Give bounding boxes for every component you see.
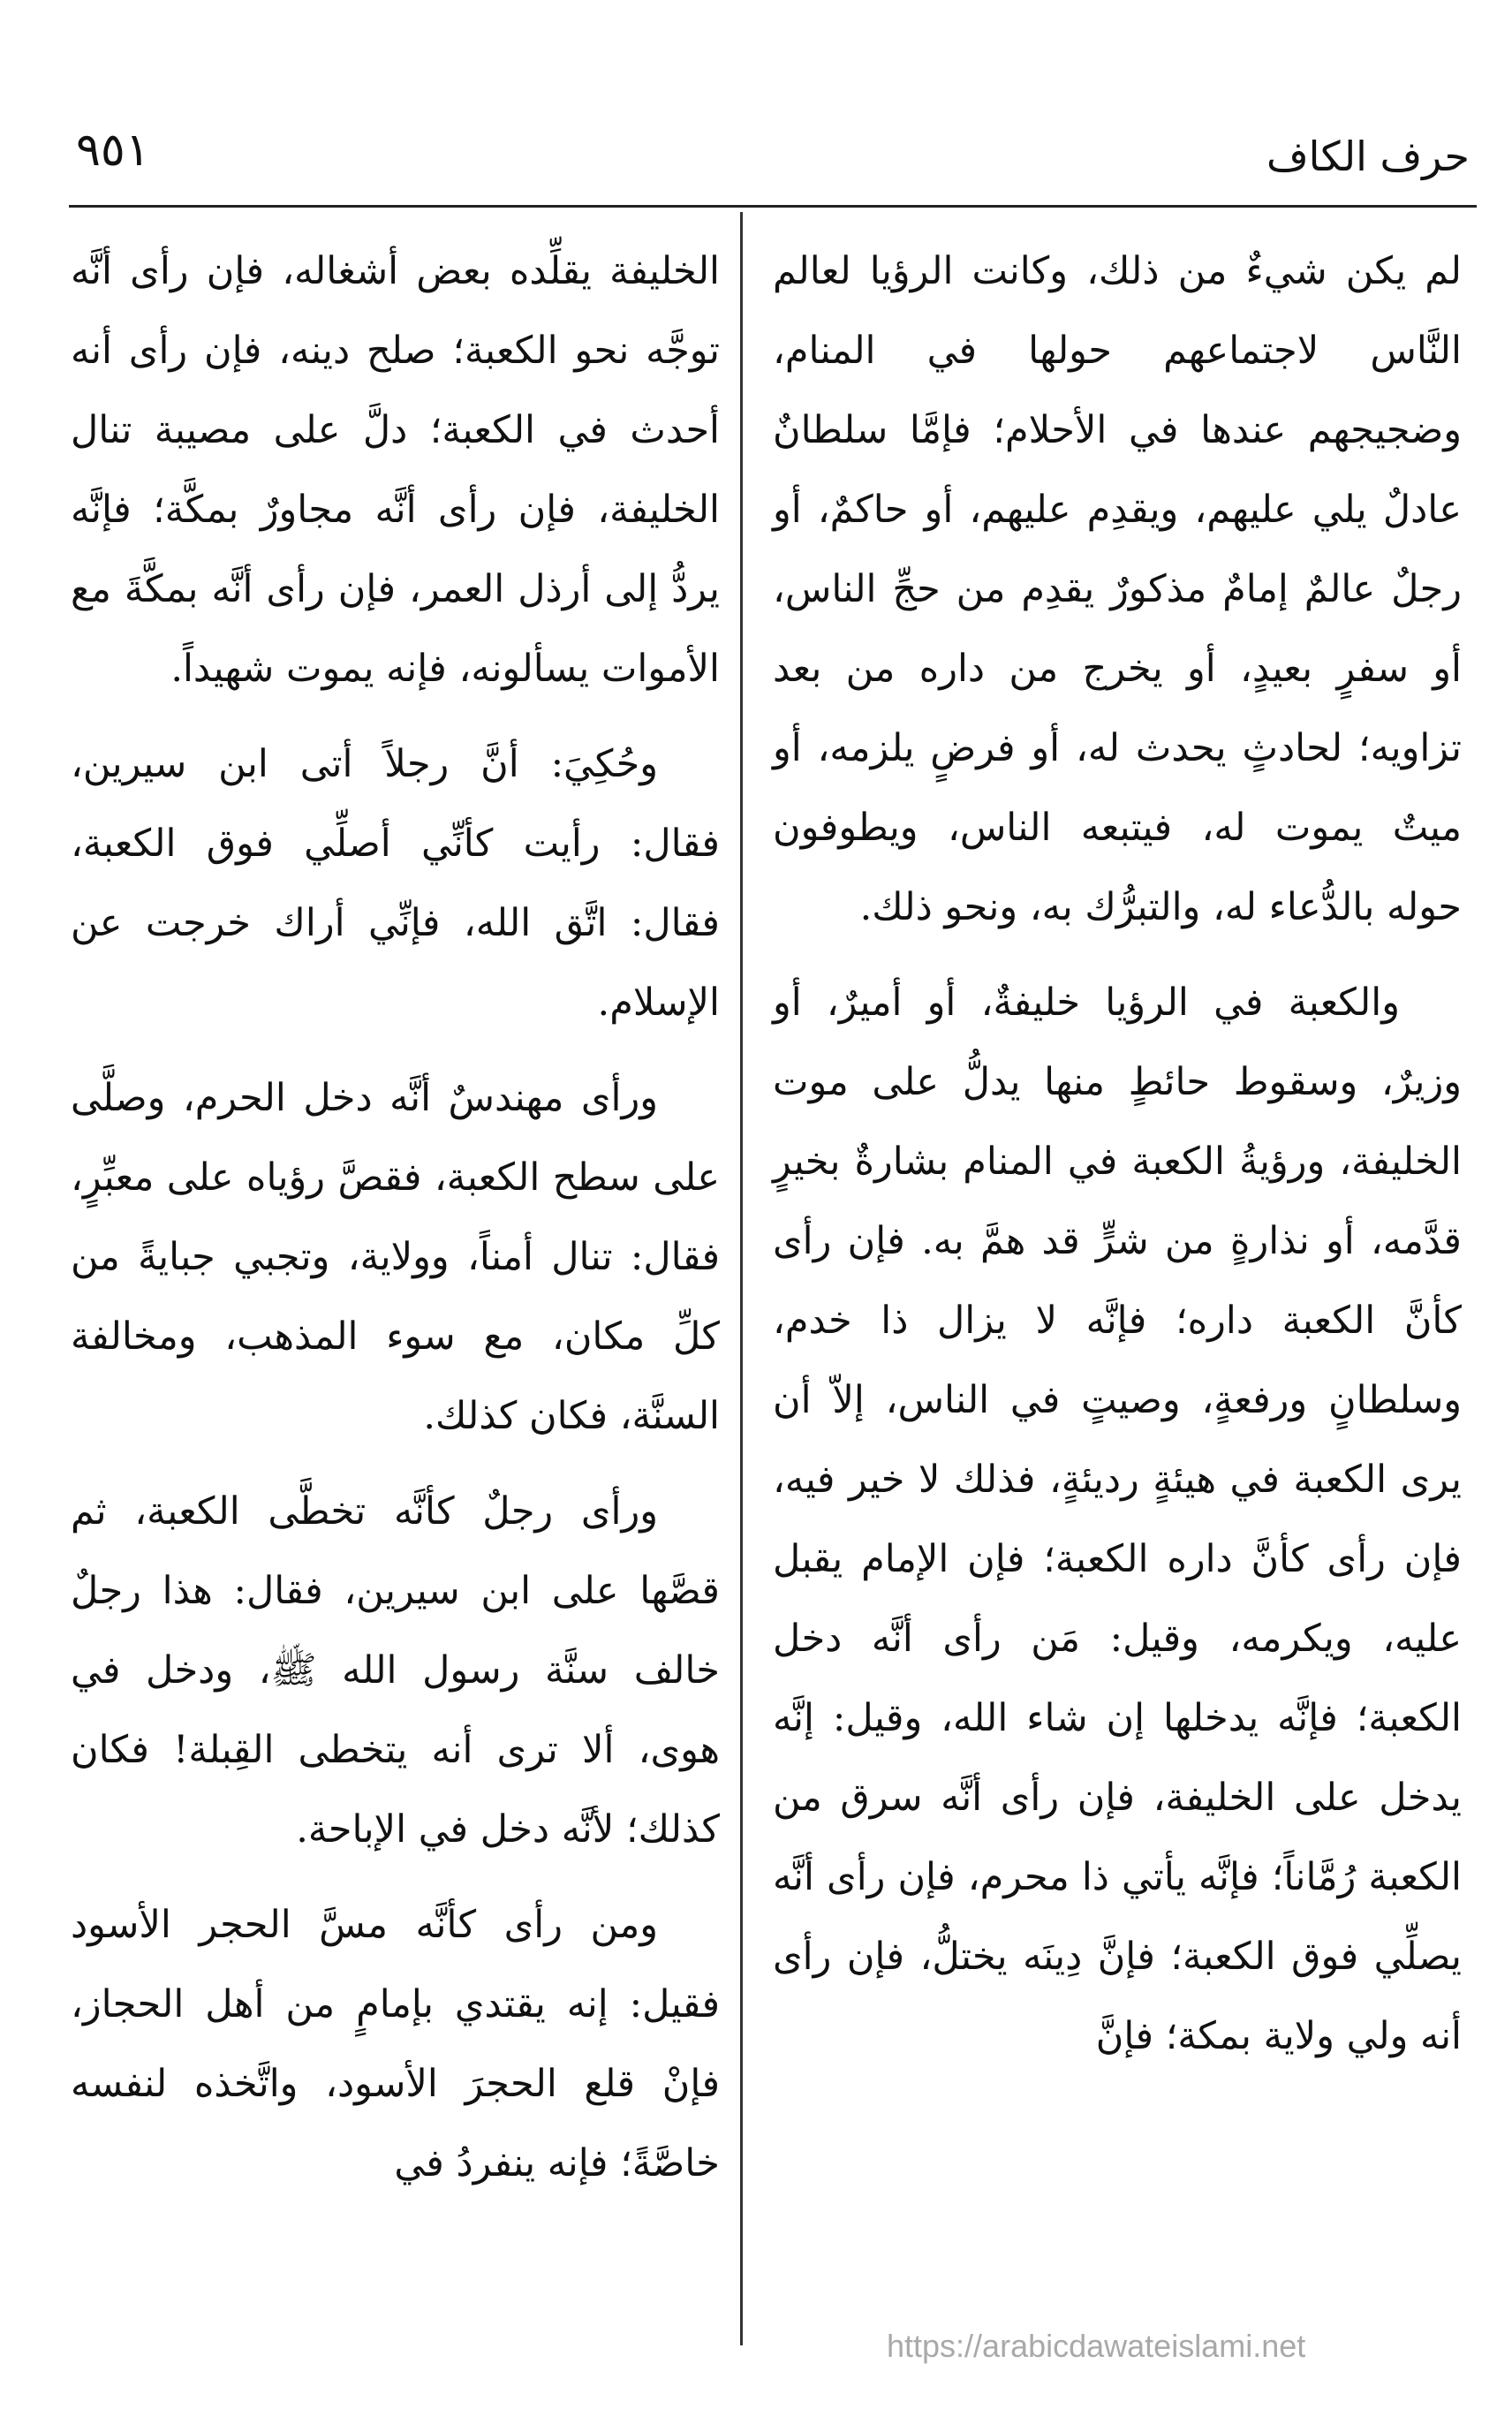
paragraph: ورأى مهندسٌ أنَّه دخل الحرم، وصلَّى على سطح الكعبة، فقصَّ رؤياه على معبِّرٍ، فقال: تنال أمناً، وولاية، وتجبي جبايةً من كلِّ مكان، مع سوء المذهب، ومخالفة السنَّة، فكان كذلك. <box>71 1076 720 1438</box>
running-header-title: حرف الكاف <box>1266 133 1470 180</box>
page-number: ٩٥١ <box>76 124 150 177</box>
watermark-url: https://arabicdawateislami.net <box>887 2328 1306 2364</box>
paragraph: ومن رأى كأنَّه مسَّ الحجر الأسود فقيل: إنه يقتدي بإمامٍ من أهل الحجاز، فإنْ قلع الحجرَ الأسود، واتَّخذه لنفسه خاصَّةً؛ فإنه ينفردُ في <box>71 1903 720 2185</box>
left-column <box>71 231 720 2219</box>
paragraph: لم يكن شيءٌ من ذلك، وكانت الرؤيا لعالم النَّاس لاجتماعهم حولها في المنام، وضجيجهم عندها في الأحلام؛ فإمَّا سلطانٌ عادلٌ يلي عليهم، ويقدِم عليهم، أو حاكمٌ، أو رجلٌ عالمٌ إمامٌ مذكورٌ يقدِم من حجِّ الناس، أو سفرٍ بعيدٍ، أو يخرج من داره من بعد تزاويه؛ لحادثٍ يحدث له، أو فرضٍ يلزمه، أو ميتٌ يموت له، فيتبعه الناس، ويطوفون حوله بالدُّعاء له، والتبرُّك به، ونحو ذلك. <box>773 249 1462 929</box>
column-divider <box>740 212 743 2345</box>
right-column <box>773 231 1462 2092</box>
paragraph: الخليفة يقلِّده بعض أشغاله، فإن رأى أنَّه توجَّه نحو الكعبة؛ صلح دينه، فإن رأى أنه أحدث في الكعبة؛ دلَّ على مصيبة تنال الخليفة، فإن رأى أنَّه مجاورٌ بمكَّة؛ فإنَّه يردُّ إلى أرذل العمر، فإن رأى أنَّه بمكَّةَ مع الأموات يسألونه، فإنه يموت شهيداً. <box>71 249 720 691</box>
paragraph: ورأى رجلٌ كأنَّه تخطَّى الكعبة، ثم قصَّها على ابن سيرين، فقال: هذا رجلٌ خالف سنَّة رسول الله ﷺ، ودخل في هوى، ألا ترى أنه يتخطى القِبلة! فكان كذلك؛ لأنَّه دخل في الإباحة. <box>71 1489 720 1852</box>
paragraph: والكعبة في الرؤيا خليفةٌ، أو أميرٌ، أو وزيرٌ، وسقوط حائطٍ منها يدلُّ على موت الخليفة، ورؤيةُ الكعبة في المنام بشارةٌ بخيرٍ قدَّمه، أو نذارةٍ من شرٍّ قد همَّ به. فإن رأى كأنَّ الكعبة داره؛ فإنَّه لا يزال ذا خدم، وسلطانٍ ورفعةٍ، وصيتٍ في الناس، إلاّ أن يرى الكعبة في هيئةٍ رديئةٍ، فذلك لا خير فيه، فإن رأى كأنَّ داره الكعبة؛ فإن الإمام يقبل عليه، ويكرمه، وقيل: مَن رأى أنَّه دخل الكعبة؛ فإنَّه يدخلها إن شاء الله، وقيل: إنَّه يدخل على الخليفة، فإن رأى أنَّه سرق من الكعبة رُمَّاناً؛ فإنَّه يأتي ذا محرم، فإن رأى أنَّه يصلِّي فوق الكعبة؛ فإنَّ دِينَه يختلُّ، فإن رأى أنه ولي ولاية بمكة؛ فإنَّ <box>773 981 1462 2058</box>
paragraph: وحُكِيَ: أنَّ رجلاً أتى ابن سيرين، فقال: رأيت كأنِّي أصلِّي فوق الكعبة، فقال: اتَّق الله، فإنِّي أراك خرجت عن الإسلام. <box>71 742 720 1025</box>
header-divider <box>69 205 1477 208</box>
